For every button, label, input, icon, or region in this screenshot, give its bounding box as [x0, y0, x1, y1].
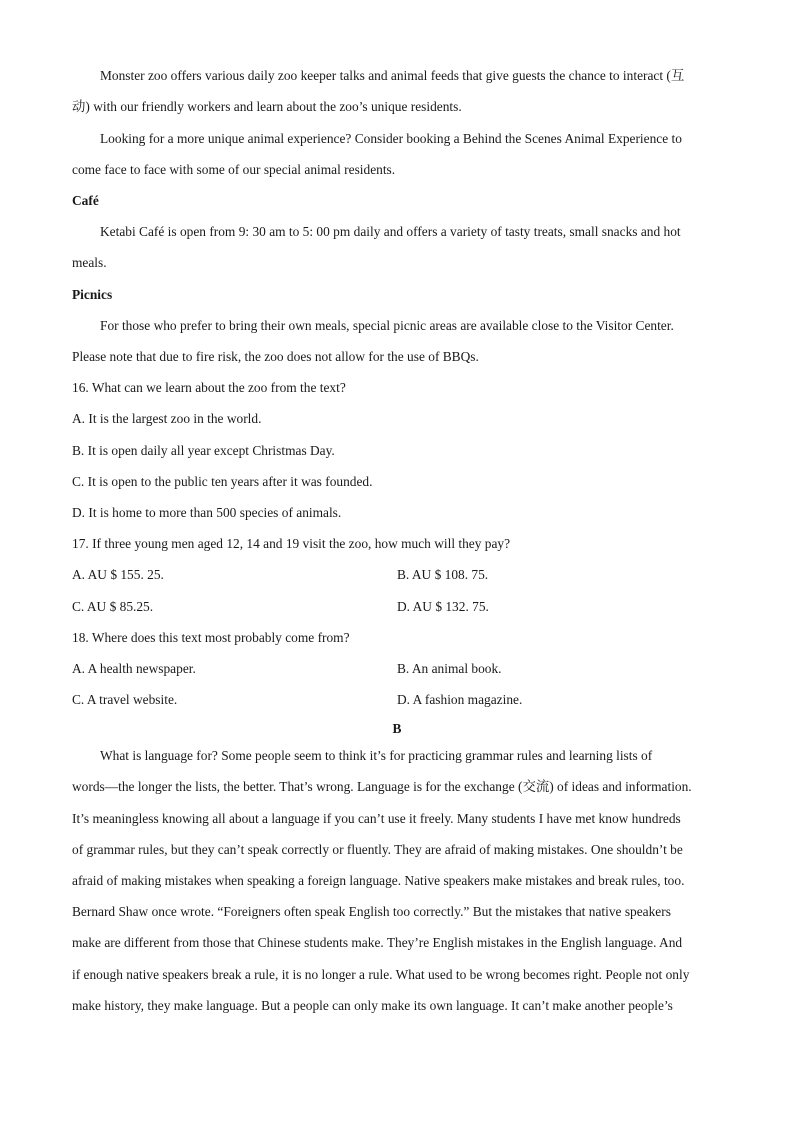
passage-b-line-5: afraid of making mistakes when speaking a foreign language. Native speakers make mistakes and break rules, too. [72, 873, 685, 888]
passage-b-line-2: words—the longer the lists, the better. That’s wrong. Language is for the exchange (交流) of ideas and information. [72, 779, 692, 794]
question-17-option-b: B. AU $ 108. 75. [397, 567, 489, 582]
passage-b-line-1: What is language for? Some people seem to think it’s for practicing grammar rules and learning lists of [100, 748, 653, 763]
picnics-heading: Picnics [72, 287, 113, 302]
question-16-option-b: B. It is open daily all year except Christmas Day. [72, 443, 335, 458]
cafe-text-line-2: meals. [72, 255, 107, 270]
behind-scenes-line-2: come face to face with some of our special animal residents. [72, 162, 396, 177]
passage-b-title: B [392, 721, 402, 736]
passage-b-line-6: Bernard Shaw once wrote. “Foreigners often speak English too correctly.” But the mistakes that native speakers [72, 904, 671, 919]
question-17-stem: 17. If three young men aged 12, 14 and 19 visit the zoo, how much will they pay? [72, 536, 511, 551]
behind-scenes-line-1: Looking for a more unique animal experience? Consider booking a Behind the Scenes Animal Experience to [100, 131, 682, 146]
question-18-option-c: C. A travel website. [72, 692, 178, 707]
question-16-stem: 16. What can we learn about the zoo from the text? [72, 380, 346, 395]
passage-b-line-3: It’s meaningless knowing all about a language if you can’t use it freely. Many students I have met know hundreds [72, 811, 681, 826]
zoo-talks-line-1: Monster zoo offers various daily zoo keeper talks and animal feeds that give guests the chance to interact (互 [100, 68, 685, 83]
question-17-option-c: C. AU $ 85.25. [72, 599, 154, 614]
question-18-option-d: D. A fashion magazine. [397, 692, 523, 707]
picnics-text-line-2: Please note that due to fire risk, the zoo does not allow for the use of BBQs. [72, 349, 479, 364]
question-18-option-a: A. A health newspaper. [72, 661, 196, 676]
question-18-option-b: B. An animal book. [397, 661, 502, 676]
cafe-heading: Café [72, 193, 99, 208]
question-17-option-d: D. AU $ 132. 75. [397, 599, 489, 614]
question-17-option-a: A. AU $ 155. 25. [72, 567, 164, 582]
question-16-option-c: C. It is open to the public ten years after it was founded. [72, 474, 373, 489]
zoo-talks-line-2: 动) with our friendly workers and learn about the zoo’s unique residents. [72, 99, 462, 114]
passage-b-line-9: make history, they make language. But a people can only make its own language. It can’t make another people’s [72, 998, 673, 1013]
question-16-option-a: A. It is the largest zoo in the world. [72, 411, 262, 426]
passage-b-line-8: if enough native speakers break a rule, it is no longer a rule. What used to be wrong becomes right. People not only [72, 967, 690, 982]
question-18-stem: 18. Where does this text most probably come from? [72, 630, 350, 645]
cafe-text-line-1: Ketabi Café is open from 9: 30 am to 5: 00 pm daily and offers a variety of tasty treats, small snacks and hot [100, 224, 681, 239]
passage-b-line-4: of grammar rules, but they can’t speak correctly or fluently. They are afraid of making mistakes. One shouldn’t be [72, 842, 683, 857]
passage-b-line-7: make are different from those that Chinese students make. They’re English mistakes in the English language. And [72, 935, 683, 950]
picnics-text-line-1: For those who prefer to bring their own meals, special picnic areas are available close to the Visitor Center. [100, 318, 674, 333]
question-16-option-d: D. It is home to more than 500 species of animals. [72, 505, 342, 520]
